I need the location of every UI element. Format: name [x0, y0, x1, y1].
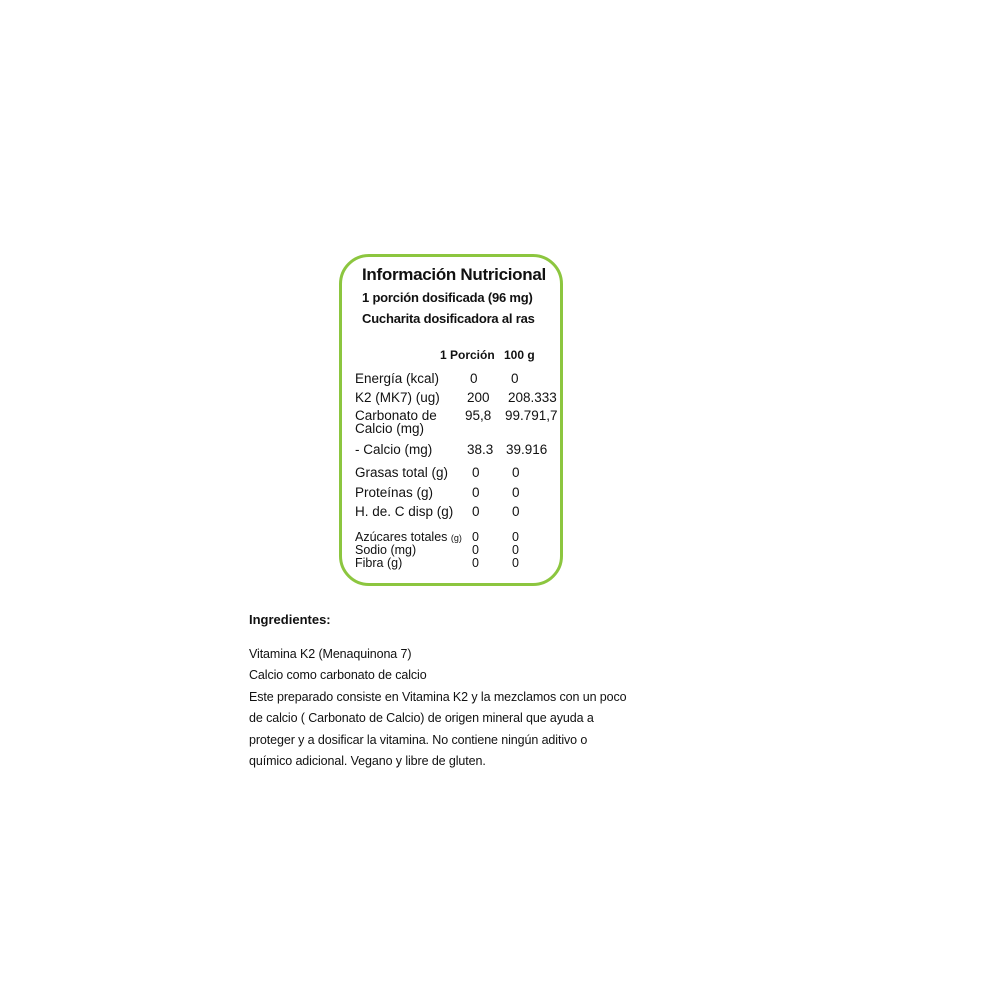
nutrient-portion-value: 0: [472, 530, 479, 544]
nutrient-100g-value: 0: [511, 371, 519, 386]
nutrient-unit: (g): [450, 533, 462, 543]
serving-size: 1 porción dosificada (96 mg): [362, 290, 533, 305]
ingredients-line: proteger y a dosificar la vitamina. No contiene ningún aditivo o: [249, 732, 588, 747]
nutrient-100g-value: 0: [512, 543, 519, 557]
nutrient-name: Grasas total (g): [355, 465, 449, 480]
nutrient-name: - Calcio (mg): [355, 442, 433, 457]
nutrient-name: Carbonato de Calcio (mg): [355, 408, 437, 436]
nutrient-name: Sodio (mg): [355, 543, 417, 557]
nutrient-100g-value: 208.333: [508, 390, 557, 405]
nutrient-portion-value: 0: [472, 556, 479, 570]
nutrient-name: Fibra (g): [355, 556, 403, 570]
nutrient-name: Proteínas (g): [355, 485, 434, 500]
nutrient-100g-value: 0: [512, 485, 520, 500]
nutrient-100g-value: 0: [512, 504, 520, 519]
nutrient-portion-value: 38.3: [467, 442, 494, 457]
nutrient-100g-value: 0: [512, 530, 519, 544]
nutrient-100g-value: 99.791,7: [505, 408, 558, 423]
nutrient-portion-value: 0: [472, 465, 480, 480]
nutrient-portion-value: 0: [470, 371, 478, 386]
ingredients-line: químico adicional. Vegano y libre de gluten.: [249, 754, 486, 769]
ingredients-line: Calcio como carbonato de calcio: [249, 668, 427, 683]
nutrient-name: K2 (MK7) (ug): [355, 390, 440, 405]
scoop-note: Cucharita dosificadora al ras: [362, 311, 535, 326]
nutrient-100g-value: 0: [512, 556, 519, 570]
nutrient-portion-value: 95,8: [465, 408, 492, 423]
nutrient-name: Energía (kcal): [355, 371, 440, 386]
column-header-100g: 100 g: [504, 348, 535, 362]
nutrition-title: Información Nutricional: [362, 265, 546, 284]
ingredients-line: Este preparado consiste en Vitamina K2 y la mezclamos con un poco: [249, 689, 627, 704]
nutrient-100g-value: 0: [512, 465, 520, 480]
nutrient-portion-value: 200: [467, 390, 490, 405]
ingredients-heading: Ingredientes:: [249, 612, 331, 627]
nutrient-portion-value: 0: [472, 504, 480, 519]
ingredients-line: Vitamina K2 (Menaquinona 7): [249, 647, 412, 661]
nutrient-portion-value: 0: [472, 543, 479, 557]
nutrient-100g-value: 39.916: [506, 442, 548, 457]
nutrient-name: H. de. C disp (g): [355, 504, 454, 519]
column-header-portion: 1 Porción: [440, 348, 495, 362]
nutrient-portion-value: 0: [472, 485, 480, 500]
nutrition-facts-panel: [339, 254, 563, 586]
ingredients-text: [249, 644, 669, 772]
nutrient-name-text: Azúcares totales: [355, 530, 448, 544]
ingredients-line: de calcio ( Carbonato de Calcio) de origen mineral que ayuda a: [249, 711, 594, 726]
